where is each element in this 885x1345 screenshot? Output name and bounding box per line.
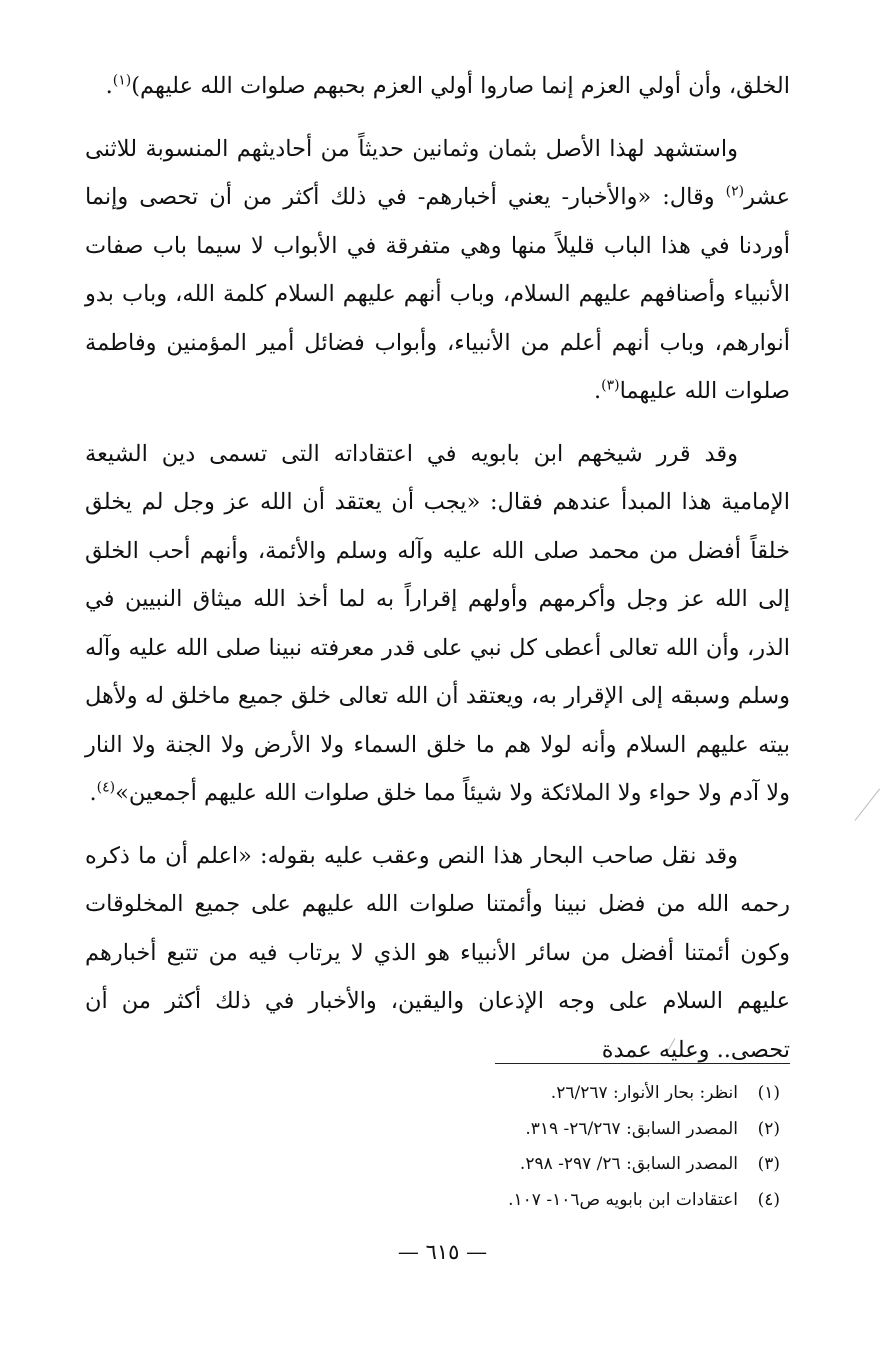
footnote-number: (٢) — [757, 1118, 780, 1139]
paragraph-1-text: الخلق، وأن أولي العزم إنما صاروا أولي العزم بحبهم صلوات الله عليهم) — [131, 73, 790, 99]
paragraph-3 — [85, 430, 790, 818]
footnote-number: (٤) — [757, 1189, 780, 1210]
footnote-number: (١) — [757, 1083, 780, 1103]
paragraph-1 — [85, 62, 790, 111]
footnote-3 — [300, 1147, 780, 1183]
paragraph-2-text-a: واستشهد لهذا الأصل بثمان وثمانين حديثاً من أحاديثهم المنسوبة للاثنى عشر — [85, 135, 790, 210]
footnote-ref-4: (٤) — [96, 779, 116, 796]
main-text — [85, 62, 790, 1074]
footnotes-list — [300, 1076, 780, 1218]
paragraph-2 — [85, 125, 790, 416]
paragraph-3-tail: . — [89, 780, 97, 806]
paragraph-4-text: وقد نقل صاحب البحار هذا النص وعقب عليه بقوله: «اعلم أن ما ذكره رحمه الله من فضل نبينا وأئمتنا صلوات الله عليهم على جميع المخلوقات وكون أئمتنا أفضل من سائر الأنبياء هو الذي لا يرتاب فيه من تتبع أخبارهم عليهم السلام على وجه الإذعان واليقين، والأخبار في ذلك أكثر من أن تحصى.. وعليه عمدة — [85, 842, 790, 1063]
footnote-number: (٣) — [757, 1154, 780, 1174]
footnote-ref-1: (١) — [112, 72, 132, 89]
footnote-1 — [300, 1076, 780, 1112]
footnote-ref-2: (٢) — [725, 183, 745, 200]
footnote-text: انظر: بحار الأنوار: ٢٦/٢٦٧. — [550, 1083, 738, 1103]
page-number: — ٦١٥ — — [397, 1240, 488, 1264]
paragraph-3-text: وقد قرر شيخهم ابن بابويه في اعتقاداته التى تسمى دين الشيعة الإمامية هذا المبدأ عندهم فقال: «يجب أن يعتقد أن الله عز وجل لم يخلق خلقاً أفضل من محمد صلى الله عليه وآله وسلم والأئمة، وأنهم أحب الخلق إلى الله عز وجل وأكرمهم وأولهم إقراراً به لما أخذ الله ميثاق النبيين في الذر، وأن الله تعالى أعطى كل نبي على قدر معرفته نبينا صلى الله عليه وآله وسلم وسبقه إلى الإقرار به، ويعتقد أن الله تعالى خلق جميع ماخلق له ولأهل بيته عليهم السلام وأنه لولا هم ما خلق السماء ولا الأرض ولا الجنة ولا النار ولا آدم ولا حواء ولا الملائكة ولا شيئاً مما خلق صلوات الله عليهم أجمعين» — [85, 440, 790, 806]
footnote-text: المصدر السابق: ٢٦/٢٦٧- ٣١٩. — [525, 1118, 738, 1139]
footnote-2 — [300, 1112, 780, 1148]
paragraph-2-text-b: وقال: «والأخبار- يعني أخبارهم- في ذلك أكثر من أن تحصى وإنما أوردنا في هذا الباب قليلاً منها وهي متفرقة في الأبواب لا سيما باب صفات الأنبياء وأصنافهم عليهم السلام، وباب أنهم عليهم السلام كلمة الله، وباب بدو أنوارهم، وباب أنهم أعلم من الأنبياء، وأبواب فضائل أمير المؤمنين وفاطمة صلوات الله عليهما — [85, 184, 790, 404]
footnote-4 — [300, 1183, 780, 1219]
scan-mark — [855, 789, 880, 821]
footnote-separator — [495, 1063, 790, 1064]
paragraph-4 — [85, 832, 790, 1075]
footnote-text: اعتقادات ابن بابويه ص١٠٦- ١٠٧. — [508, 1189, 738, 1210]
paragraph-1-tail: . — [105, 73, 113, 99]
footnote-ref-3: (٣) — [601, 377, 620, 394]
footnote-text: المصدر السابق: ٢٦/ ٢٩٧- ٢٩٨. — [519, 1154, 738, 1174]
paragraph-2-tail: . — [593, 378, 602, 404]
